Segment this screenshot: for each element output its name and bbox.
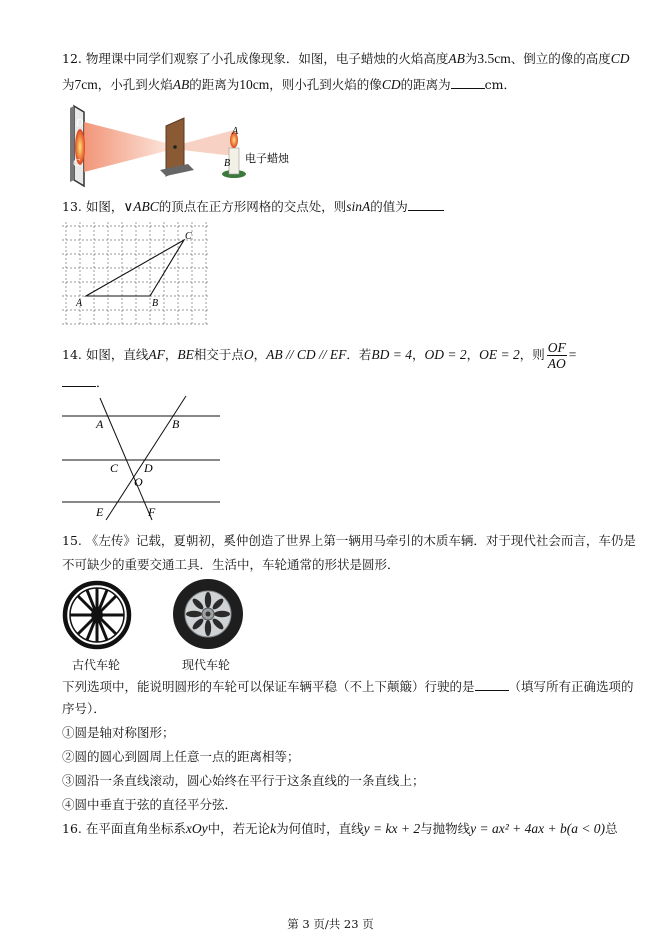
label-F: F (148, 505, 156, 519)
label-C: C (185, 231, 192, 242)
q16-line: 16. 在平面直角坐标系xOy中，若无论k为何值时，直线y = kx + 2与抛物线y = ax² + 4ax + b(a < 0)总 (62, 821, 618, 836)
parallel-lines-figure (62, 396, 222, 522)
answer-blank[interactable] (62, 374, 96, 387)
caption-ancient-wheel: 古代车轮 (72, 658, 121, 672)
answer-blank[interactable] (408, 198, 444, 211)
option-4: ④圆中垂直于弦的直径平分弦． (62, 797, 238, 812)
caption-modern-wheel: 现代车轮 (182, 658, 231, 672)
q14-line1: 14. 如图，直线AF，BE相交于点O，AB // CD // EF．若BD = 4，OD = 2，OE = 2，则 $\frac{OF}{AO}$ = (62, 340, 577, 371)
label-C: C (73, 158, 80, 169)
q15-line1: 15. 《左传》记载，夏朝初，奚仲创造了世界上第一辆用马牵引的木质车辆．对于现代社会而言，车仍是 (62, 533, 636, 548)
option-2: ②圆的圆心到圆周上任意一点的距离相等； (62, 749, 300, 764)
label-C: C (110, 461, 119, 475)
label-E: E (96, 505, 104, 519)
modern-wheel-image (172, 578, 244, 650)
option-3: ③圆沿一条直线滚动，圆心始终在平行于这条直线的一条直线上； (62, 773, 425, 788)
screen-edge (70, 106, 74, 182)
grid-triangle-figure (62, 222, 212, 326)
q15-line2: 不可缺少的重要交通工具．生活中，车轮通常的形状是圆形． (62, 557, 400, 572)
pinhole-camera-figure (62, 104, 302, 188)
label-O: O (134, 475, 143, 489)
ancient-wheel-image (62, 580, 132, 650)
q14-line2: ． (62, 374, 109, 392)
ratio-fraction: $\frac{OF}{AO}$ (547, 340, 566, 371)
label-B: B (224, 158, 231, 169)
q15-line4: 序号）． (62, 701, 106, 716)
candle-caption: 电子蜡烛 (245, 152, 289, 165)
label-B: B (152, 298, 159, 309)
page-footer: 第 3 页/共 23 页 (287, 917, 374, 931)
label-D: D (76, 118, 84, 129)
label-D: D (144, 461, 153, 475)
q13-line: 13. 如图，∨ABC的顶点在正方形网格的交点处，则sinA的值为 (62, 198, 444, 216)
answer-blank[interactable] (451, 76, 485, 89)
label-B: B (172, 417, 180, 431)
candle-body (229, 148, 239, 174)
q12-line2: 为7cm，小孔到火焰AB的距离为10cm，则小孔到火焰的像CD的距离为 cm． (62, 77, 516, 92)
label-A: A (96, 417, 104, 431)
light-beam-left (84, 122, 170, 172)
q12-line1: 12. 物理课中同学们观察了小孔成像现象．如图，电子蜡烛的火焰高度AB为3.5cm、倒立的像的高度CD (62, 51, 630, 66)
light-beam-right (182, 130, 234, 156)
label-A: A (232, 126, 239, 137)
triangle-abc (86, 240, 184, 296)
line-be (106, 396, 186, 520)
label-A: A (76, 298, 83, 309)
pinhole (173, 145, 177, 149)
answer-blank[interactable] (475, 678, 509, 691)
q15-line3: 下列选项中，能说明圆形的车轮可以保证车辆平稳（不上下颠簸）行驶的是 （填写所有正确选项的 (62, 679, 634, 694)
option-1: ①圆是轴对称图形； (62, 725, 175, 740)
